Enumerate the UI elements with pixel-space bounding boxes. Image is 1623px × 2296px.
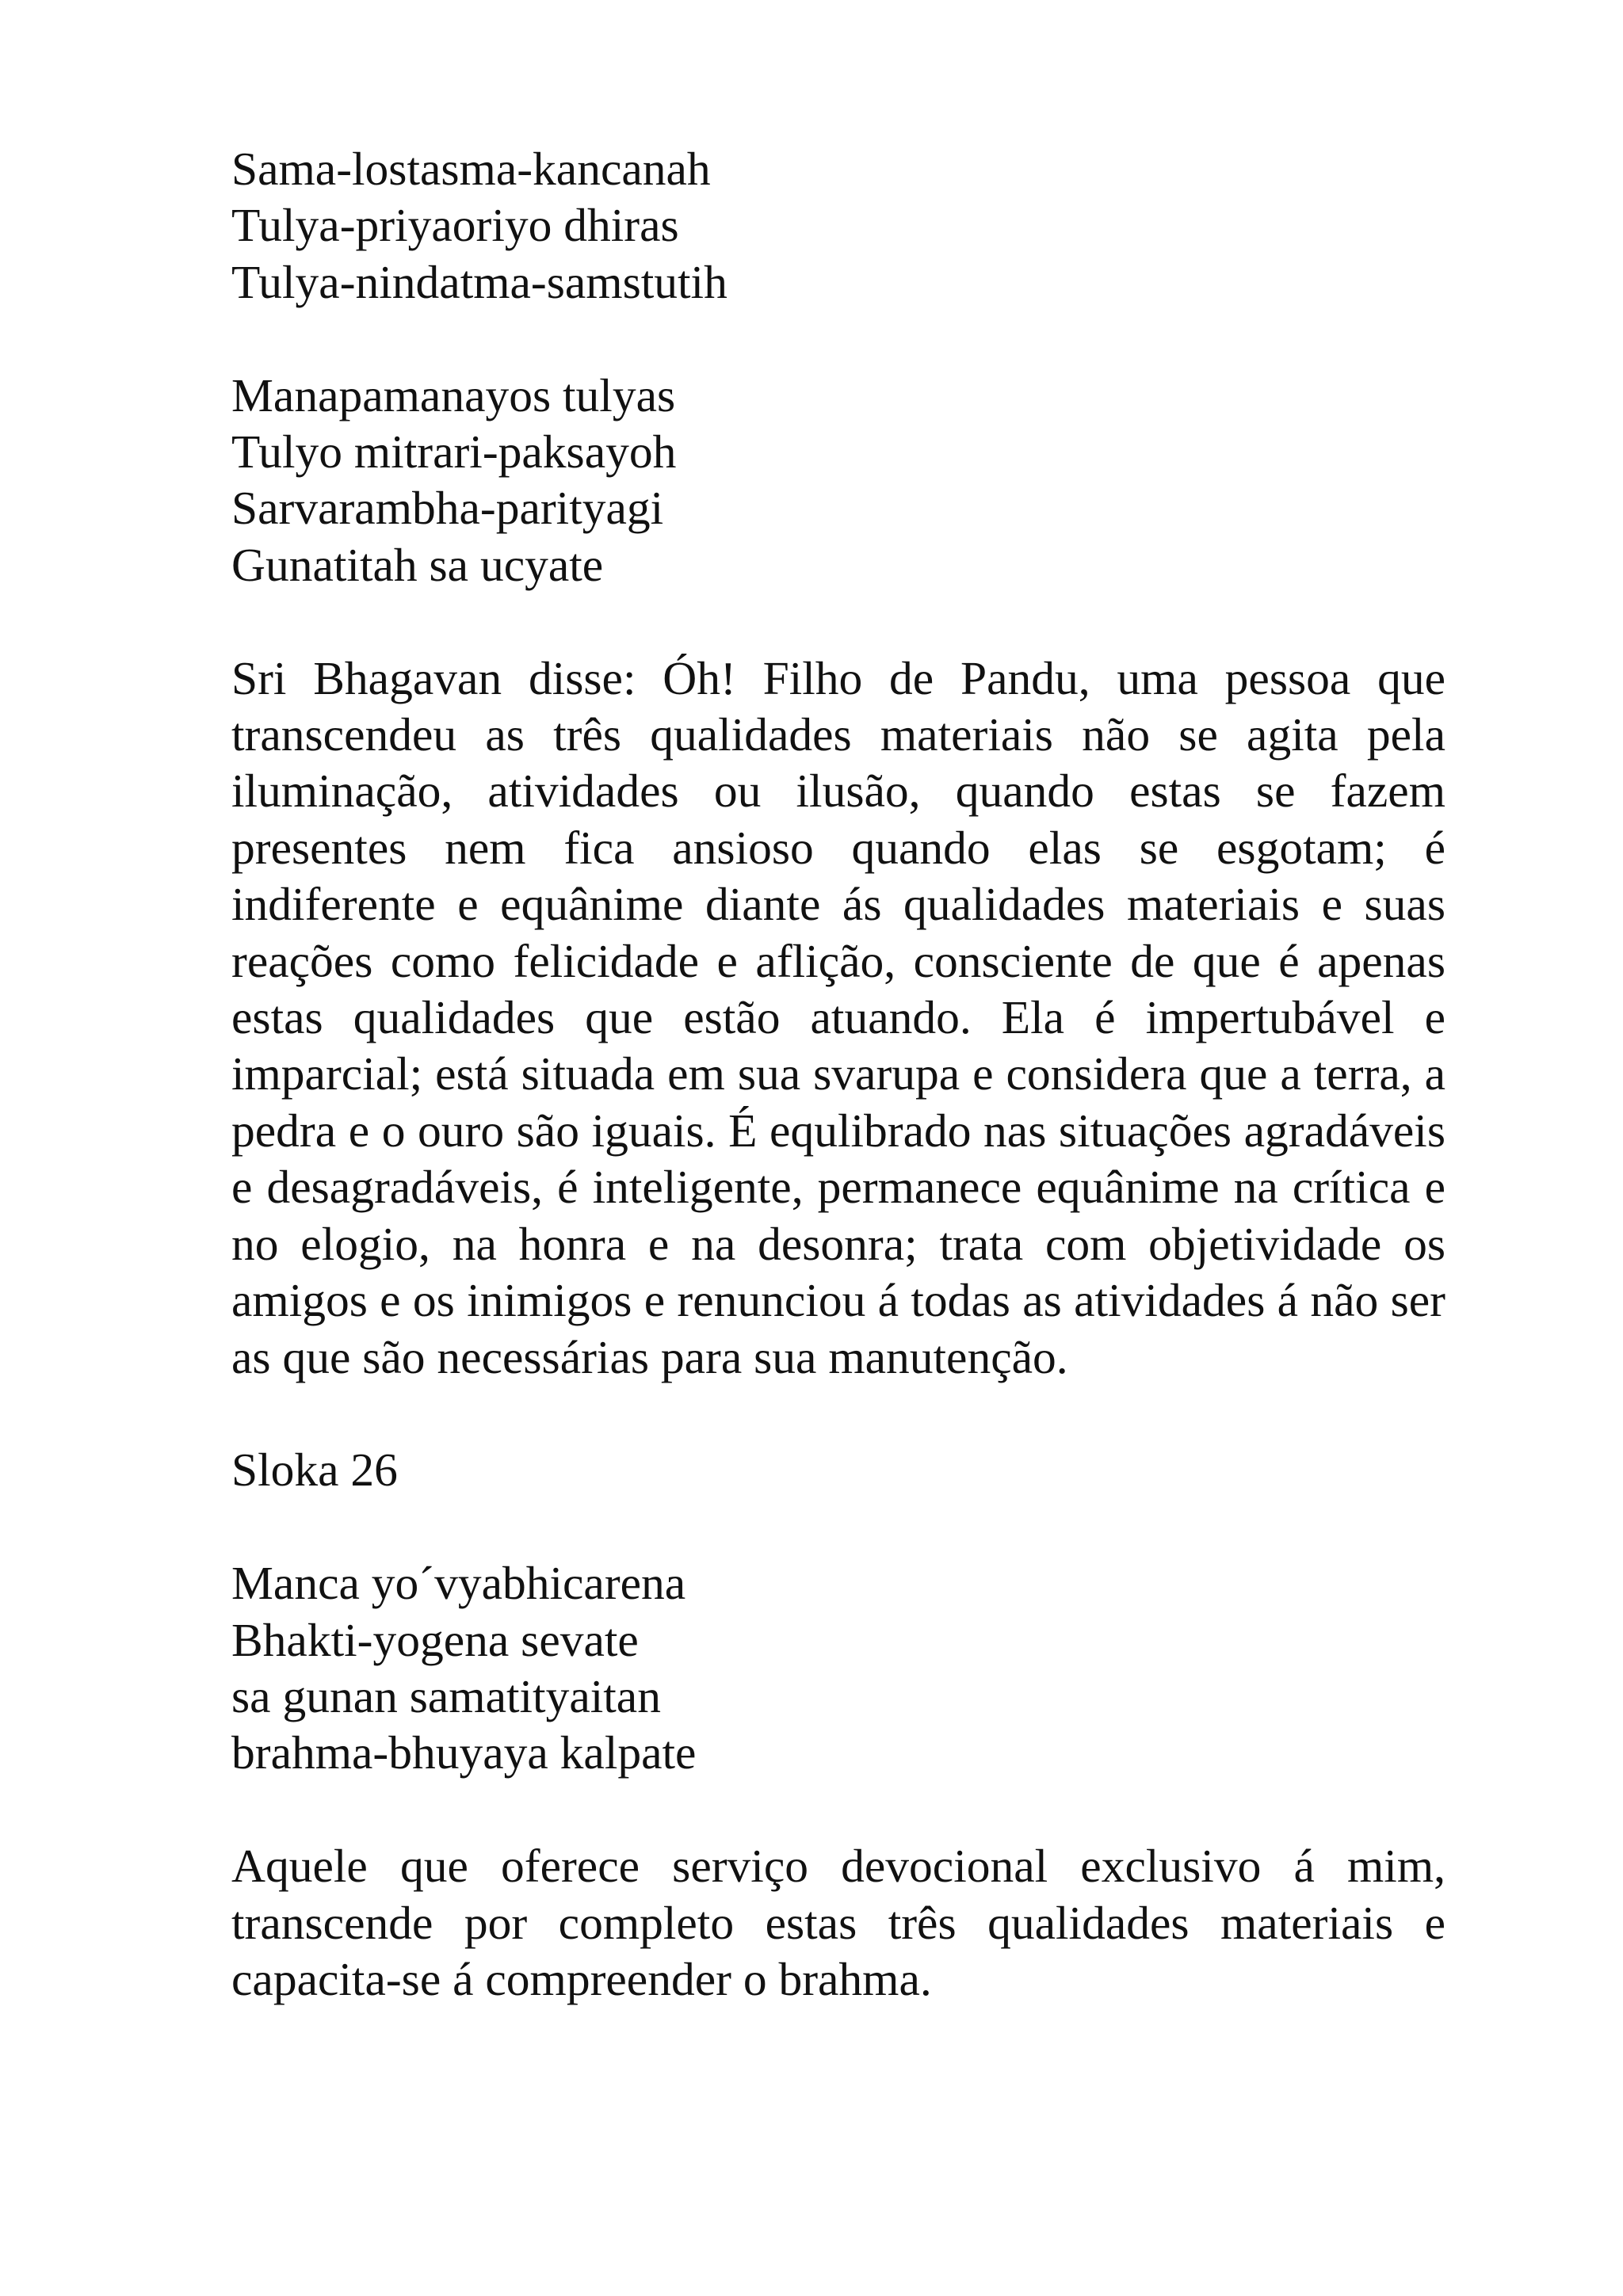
verse-block-1 <box>231 141 1445 311</box>
verse-line: Manapamanayos tulyas <box>231 368 676 421</box>
verse-line: brahma-bhuyaya kalpate <box>231 1726 697 1779</box>
verse-line: Sama-lostasma-kancanah <box>231 143 711 195</box>
verse-line: Manca yo´vyabhicarena <box>231 1557 686 1610</box>
verse-block-2 <box>231 368 1445 594</box>
blank-line <box>231 593 1445 650</box>
verse-line: Tulya-priyaoriyo dhiras <box>231 199 679 252</box>
blank-line <box>231 311 1445 367</box>
blank-line <box>231 1782 1445 1838</box>
blank-line <box>231 1386 1445 1442</box>
verse-block-3 <box>231 1555 1445 1782</box>
translation-paragraph-2: Aquele que oferece serviço devocional exclusivo á mim, transcende por completo estas três qualidades materiais e capacita-se á compreender o brahma. <box>231 1840 1445 2005</box>
blank-line <box>231 1499 1445 1555</box>
verse-line: Tulyo mitrari-paksayoh <box>231 425 677 479</box>
verse-line: sa gunan samatityaitan <box>231 1669 661 1722</box>
translation-paragraph-1: Sri Bhagavan disse: Óh! Filho de Pandu, uma pessoa que transcendeu as três qualidades materiais não se agita pela iluminação, atividades ou ilusão, quando estas se fazem presentes nem fica ansioso quando elas se esgotam; é indiferente e equânime diante ás qualidades materiais e suas reações como felicidade e aflição, consciente de que é apenas estas qualidades que estão atuando. Ela é impertubável e imparcial; está situada em sua svarupa e considera que a terra, a pedra e o ouro são iguais. É equlibrado nas situações agradáveis e desagradáveis, é inteligente, permanece equânime na crítica e no elogio, na honra e na desonra; trata com objetividade os amigos e os inimigos e renunciou á todas as atividades á não ser as que são necessárias para sua manutenção. <box>231 651 1445 1383</box>
document-page <box>231 141 1445 2008</box>
verse-line: Tulya-nindatma-samstutih <box>231 255 727 308</box>
sloka-heading: Sloka 26 <box>231 1444 398 1497</box>
verse-line: Bhakti-yogena sevate <box>231 1613 639 1666</box>
verse-line: Gunatitah sa ucyate <box>231 538 604 591</box>
verse-line: Sarvarambha-parityagi <box>231 482 664 535</box>
